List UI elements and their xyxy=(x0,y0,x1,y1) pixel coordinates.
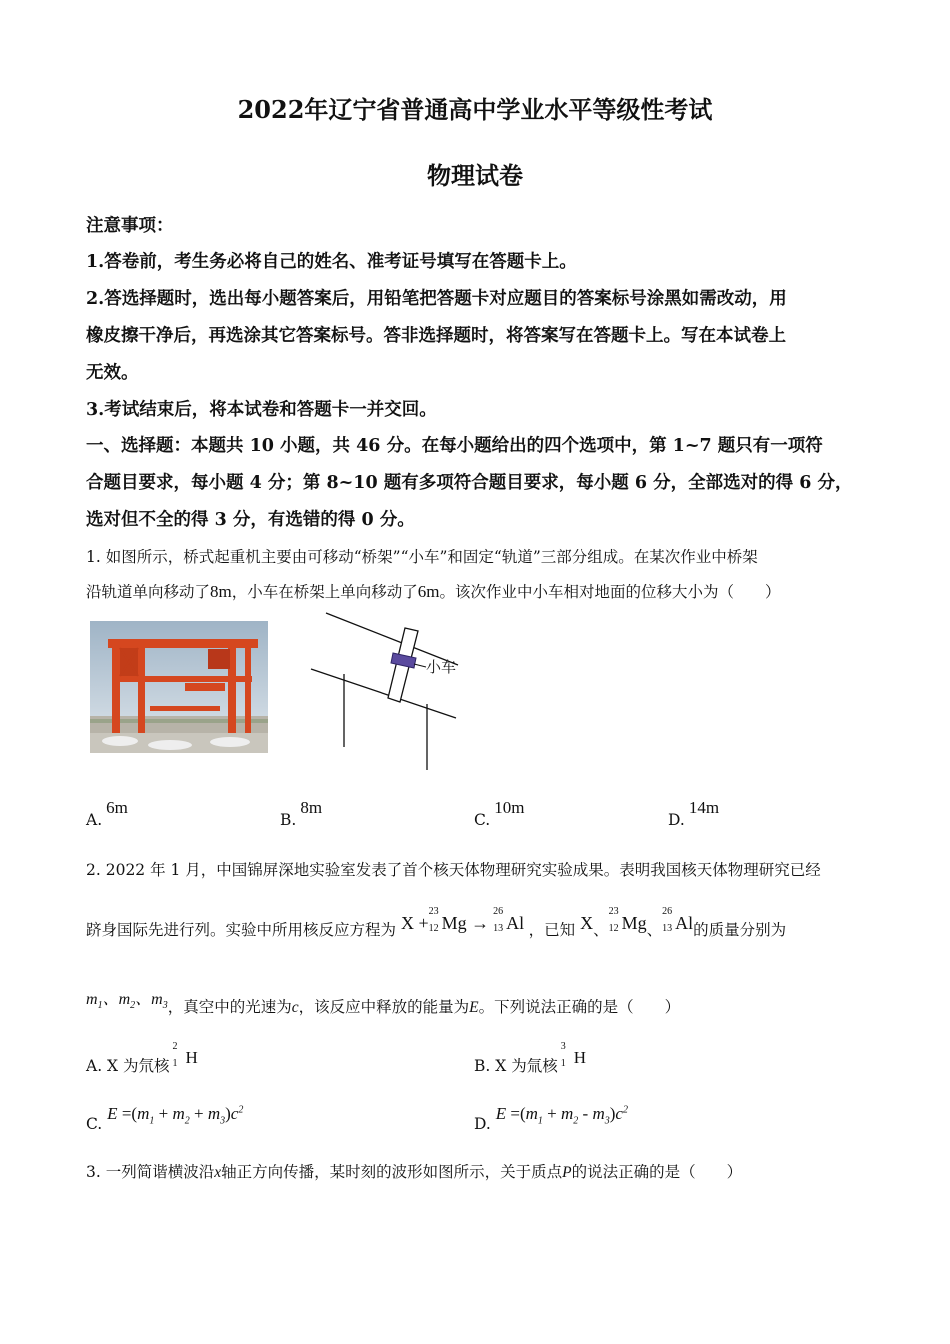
q1-option-d[interactable] xyxy=(668,798,720,830)
q1-option-b-letter: B. xyxy=(280,811,297,829)
q2-option-b-text: B. X 为氚核 xyxy=(474,1057,558,1075)
nuclide-al: Al xyxy=(675,913,694,933)
q2-text-a: 跻身国际先进行列。实验中所用核反应方程为 xyxy=(86,921,397,939)
q1-option-d-value: 14m xyxy=(688,798,720,817)
q1-text-a: 沿轨道单向移动了 xyxy=(86,583,211,601)
q2-nuclide-x: X xyxy=(580,913,594,933)
exam-title: 2022年辽宁省普通高中学业水平等级性考试 xyxy=(237,95,713,124)
q2-nuclide-mg xyxy=(608,906,647,934)
q3-line1 xyxy=(86,1160,742,1182)
q2-option-d[interactable] xyxy=(474,1104,628,1136)
q1-option-a-letter: A. xyxy=(86,811,103,829)
q2-text-f: 。下列说法正确的是（ ） xyxy=(478,998,681,1016)
q2-option-b[interactable] xyxy=(474,1041,586,1076)
q2-option-a[interactable] xyxy=(86,1041,198,1076)
q1-line2 xyxy=(86,580,781,602)
eq-al: Al xyxy=(506,913,525,933)
tritium-symbol xyxy=(560,1041,586,1069)
q2-option-c-letter: C. xyxy=(86,1115,103,1133)
q2-line3 xyxy=(86,991,681,1019)
diagram-label-cart: 小车 xyxy=(426,658,457,676)
q2-option-c[interactable] xyxy=(86,1104,244,1136)
q2-line2: 跻身国际先进行列。实验中所用核反应方程为 X + 23 12 Mg → 26 13 Al ，已知 X、 23 12 Mg、 26 13 Al的质量分别为 xyxy=(86,906,787,939)
nuclide-mg-charge: 12 xyxy=(608,923,619,934)
section1-line2: 合题目要求，每小题 4 分；第 8~10 题有多项符合题目要求，每小题 6 分，全部选对的得 6 分， xyxy=(86,473,853,493)
q3-text-c: 的说法正确的是（ ） xyxy=(571,1163,743,1181)
section1-line1: 一、选择题：本题共 10 小题，共 46 分。在每小题给出的四个选项中，第 1~7 题只有一项符 xyxy=(86,436,823,456)
notice-heading: 注意事项： xyxy=(86,216,174,236)
q2-option-d-letter: D. xyxy=(474,1115,491,1133)
speed-of-light-symbol: c xyxy=(291,999,299,1016)
q1-option-c[interactable] xyxy=(474,798,525,830)
nuclide-mg: Mg xyxy=(621,913,647,933)
q3-text-b: 轴正方向传播，某时刻的波形如图所示，关于质点 xyxy=(221,1163,563,1181)
q1-option-a-value: 6m xyxy=(106,798,128,817)
eq-mg-charge: 12 xyxy=(428,923,439,934)
tritium-h: H xyxy=(573,1048,586,1067)
notice-item-2-line1: 2.答选择题时，选出每小题答案后，用铅笔把答题卡对应题目的答案标号涂黑如需改动，用 xyxy=(86,289,787,309)
eq-x: X xyxy=(400,913,414,933)
q1-option-c-value: 10m xyxy=(494,798,525,817)
q2-text-d: ，真空中的光速为 xyxy=(167,998,292,1016)
deuterium-charge: 1 xyxy=(172,1058,178,1069)
tritium-charge: 1 xyxy=(560,1058,566,1069)
q1-option-c-letter: C. xyxy=(474,811,491,829)
eq-mg: Mg xyxy=(441,913,467,933)
crane-photo xyxy=(90,621,268,753)
eq-mg-mass: 23 xyxy=(428,906,439,917)
q3-text-a: 3. 一列简谐横波沿 xyxy=(86,1163,215,1181)
eq-al-mass: 26 xyxy=(493,906,504,917)
deuterium-h: H xyxy=(185,1048,198,1067)
nuclide-al-mass: 26 xyxy=(662,906,673,917)
energy-symbol: E xyxy=(469,999,479,1016)
q1-option-b[interactable] xyxy=(280,798,323,830)
q1-option-d-letter: D. xyxy=(668,811,685,829)
notice-item-1: 1.答卷前，考生务必将自己的姓名、准考证号填写在答题卡上。 xyxy=(86,252,577,272)
q2-option-d-formula: $E =(m_1 + m_2 - m_3)c^2$ xyxy=(495,1104,628,1127)
exam-subtitle: 物理试卷 xyxy=(427,161,523,190)
notice-item-2-line3: 无效。 xyxy=(86,363,139,383)
q2-nuclide-al xyxy=(662,906,694,934)
x-axis-symbol: x xyxy=(214,1164,222,1181)
q1-option-b-value: 8m xyxy=(300,798,323,817)
section1-line3: 选对但不全的得 3 分，有选错的得 0 分。 xyxy=(86,510,415,530)
point-p-symbol: P xyxy=(562,1164,572,1181)
q2-option-a-text: A. X 为氘核 xyxy=(86,1057,170,1075)
q2-text-e: ，该反应中释放的能量为 xyxy=(298,998,470,1016)
eq-al-charge: 13 xyxy=(493,923,504,934)
deuterium-mass: 2 xyxy=(172,1041,178,1052)
q1-text-c: 。该次作业中小车相对地面的位移大小为（ ） xyxy=(439,583,781,601)
q1-text-b: ，小车在桥架上单向移动了 xyxy=(231,583,418,601)
nuclide-al-charge: 13 xyxy=(662,923,673,934)
q1-value-6m: 6m xyxy=(417,582,440,601)
notice-item-3: 3.考试结束后，将本试卷和答题卡一并交回。 xyxy=(86,400,437,420)
q2-option-c-formula: $E =(m_1 + m_2 + m_3)c^2$ xyxy=(107,1104,244,1127)
tritium-mass: 3 xyxy=(560,1041,566,1052)
bridge-diagram xyxy=(308,610,468,775)
notice-item-2-line2: 橡皮擦干净后，再选涂其它答案标号。答非选择题时，将答案写在答题卡上。写在本试卷上 xyxy=(86,326,786,346)
q1-value-8m: 8m xyxy=(210,582,232,601)
q1-line1: 1. 如图所示，桥式起重机主要由可移动“桥架”“小车”和固定“轨道”三部分组成。在某次作业中桥架 xyxy=(86,548,758,566)
nuclear-equation: X + 23 12 Mg → 26 13 Al xyxy=(400,906,525,934)
q2-line1: 2. 2022 年 1 月，中国锦屏深地实验室发表了首个核天体物理研究实验成果。表明我国核天体物理研究已经 xyxy=(86,861,821,879)
q2-text-b: ，已知 xyxy=(528,921,576,939)
mass-symbols: $m_1$、$m_2$、$m_3$ xyxy=(86,991,168,1012)
nuclide-mg-mass: 23 xyxy=(608,906,619,917)
deuterium-symbol xyxy=(172,1041,198,1069)
q2-text-c: 的质量分别为 xyxy=(693,921,787,939)
q1-option-a[interactable] xyxy=(86,798,128,830)
